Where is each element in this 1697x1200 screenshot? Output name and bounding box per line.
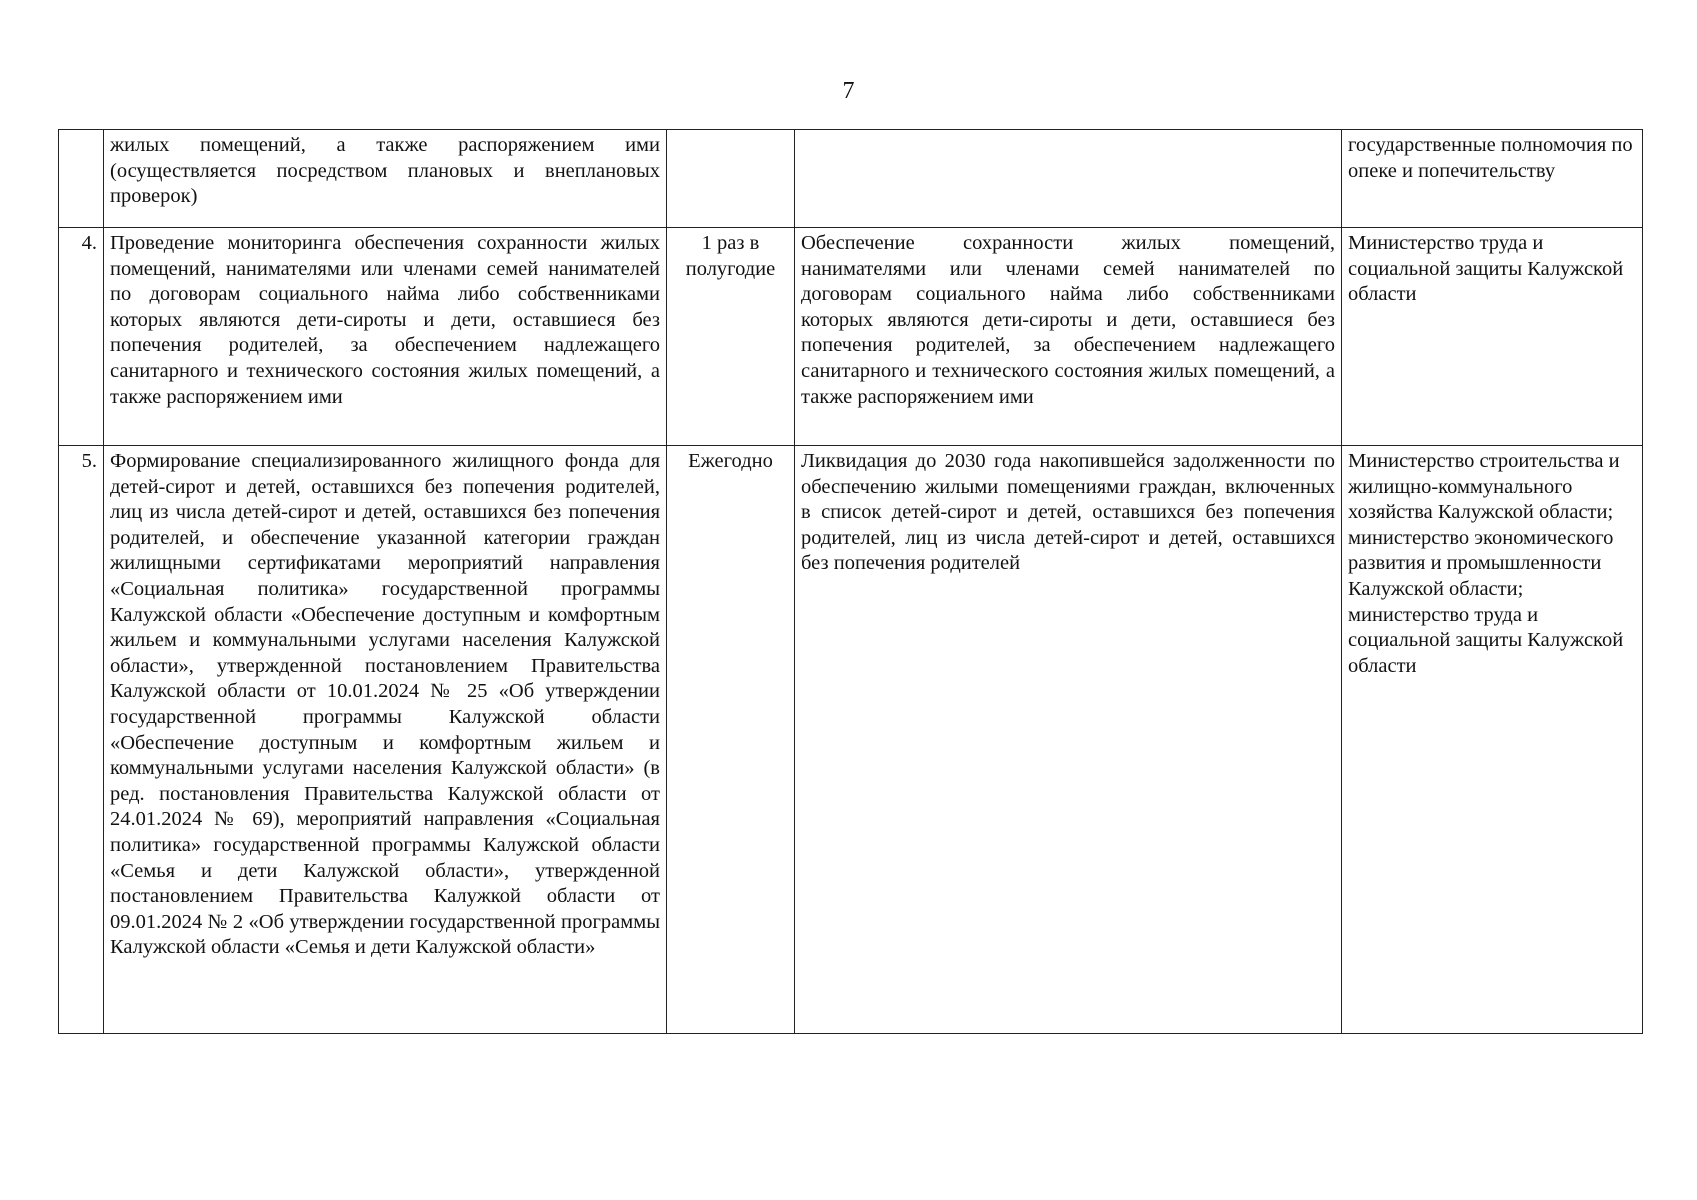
result-cell: Обеспечение сохранности жилых помещений, нанимателями или членами семей нанимателей по договорам социального найма либо собственниками которых являются дети-сироты и дети, оставшиеся без попечения родителей, за обеспечением надлежащего санитарного и технического состояния жилых помещений, а также распоряжением ими	[795, 228, 1342, 446]
row-number	[59, 130, 104, 228]
table-row	[59, 446, 1643, 1034]
table-row	[59, 130, 1643, 228]
period-cell: Ежегодно	[667, 446, 795, 1034]
executor-cell: государственные полномочия по опеке и попечительству	[1342, 130, 1643, 228]
executor-cell: Министерство труда и социальной защиты Калужской области	[1342, 228, 1643, 446]
activities-table	[58, 129, 1643, 1034]
result-cell	[795, 130, 1342, 228]
table-row	[59, 228, 1643, 446]
period-cell	[667, 130, 795, 228]
result-cell: Ликвидация до 2030 года накопившейся задолженности по обеспечению жилыми помещениями граждан, включенных в список детей-сирот и детей, оставшихся без попечения родителей, лиц из числа детей-сирот и детей, оставшихся без попечения родителей	[795, 446, 1342, 1034]
period-cell: 1 раз в полугодие	[667, 228, 795, 446]
activity-cell: Проведение мониторинга обеспечения сохранности жилых помещений, нанимателями или членами семей нанимателей по договорам социального найма либо собственниками которых являются дети-сироты и дети, оставшиеся без попечения родителей, за обеспечением надлежащего санитарного и технического состояния жилых помещений, а также распоряжением ими	[104, 228, 667, 446]
executor-cell: Министерство строительства и жилищно-коммунального хозяйства Калужской области; министерство экономического развития и промышленности Калужской области; министерство труда и социальной защиты Калужской области	[1342, 446, 1643, 1034]
activity-cell: Формирование специализированного жилищного фонда для детей-сирот и детей, оставшихся без попечения родителей, лиц из числа детей-сирот и детей, оставшихся без попечения родителей, и обеспечение указанной категории граждан жилищными сертификатами мероприятий направления «Социальная политика» государственной программы Калужской области «Обеспечение доступным и комфортным жильем и коммунальными услугами населения Калужской области», утвержденной постановлением Правительства Калужской области от 10.01.2024 № 25 «Об утверждении государственной программы Калужской области «Обеспечение доступным и комфортным жильем и коммунальными услугами населения Калужской области» (в ред. постановления Правительства Калужской области от 24.01.2024 № 69), мероприятий направления «Социальная политика» государственной программы Калужской области «Семья и дети Калужской области», утвержденной постановлением Правительства Калужкой области от 09.01.2024 № 2 «Об утверждении государственной программы Калужской области «Семья и дети Калужской области»	[104, 446, 667, 1034]
row-number: 5.	[59, 446, 104, 1034]
row-number: 4.	[59, 228, 104, 446]
page-number: 7	[842, 78, 855, 104]
activity-cell: жилых помещений, а также распоряжением ими (осуществляется посредством плановых и внеплановых проверок)	[104, 130, 667, 228]
